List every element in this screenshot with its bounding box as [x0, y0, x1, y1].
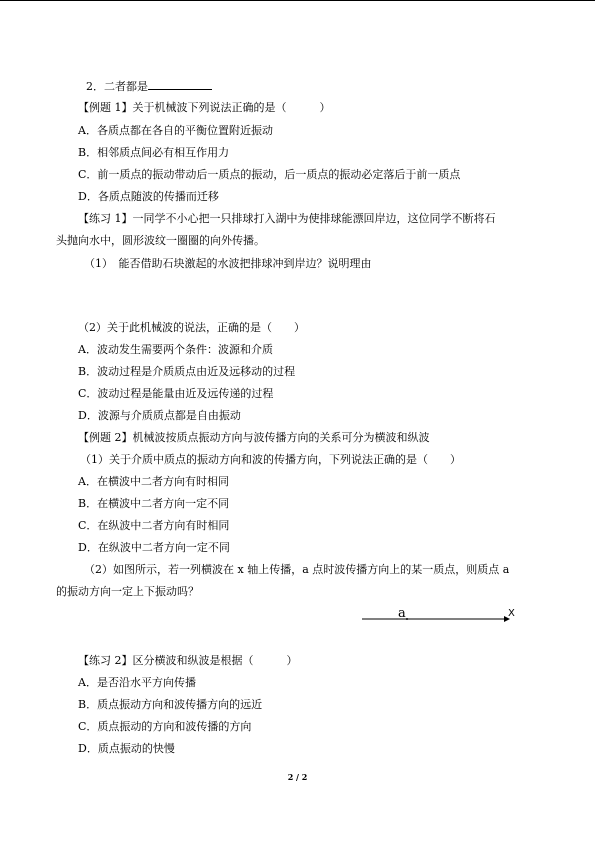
example-2-option-b: B．在横波中二者方向一定不同 — [78, 497, 230, 510]
example-1-option-d: D．各质点随波的传播而迁移 — [78, 190, 219, 203]
practice-1-question-1: （1） 能否借助石块激起的水波把排球冲到岸边？说明理由 — [84, 257, 372, 270]
practice-2-option-c: C．质点振动的方向和波传播的方向 — [78, 720, 252, 733]
practice-1-title: 【练习 1】一同学不小心把一只排球打入湖中为使排球能漂回岸边，这位同学不断将石 — [78, 212, 496, 225]
practice-2-option-d: D．质点振动的快慢 — [78, 742, 175, 755]
point-a-marker — [406, 618, 408, 620]
practice-1-option-c: C．波动过程是能量由近及远传递的过程 — [78, 387, 274, 400]
x-axis-label: X — [508, 608, 515, 619]
example-2-option-a: A．在横波中二者方向有时相同 — [78, 475, 229, 488]
example-2-option-d: D．在纵波中二者方向一定不同 — [78, 541, 230, 554]
practice-2-title: 【练习 2】区分横波和纵波是根据（ ） — [78, 654, 298, 667]
example-2-question-2-continuation: 的振动方向一定上下振动吗？ — [56, 585, 199, 598]
practice-1-continuation: 头抛向水中，圆形波纹一圈圈的向外传播。 — [56, 234, 265, 247]
example-2-question-2: （2）如图所示，若一列横波在 x 轴上传播，a 点时波传播方向上的某一质点，则质点 a — [84, 563, 510, 576]
example-2-option-c: C．在纵波中二者方向有时相同 — [78, 519, 230, 532]
answer-blank — [148, 79, 212, 90]
example-1-option-a: A．各质点都在各自的平衡位置附近振动 — [78, 124, 273, 137]
wave-axis-figure — [358, 604, 518, 628]
practice-1-option-b: B．波动过程是介质质点由近及远移动的过程 — [78, 365, 296, 378]
top-rule — [0, 0, 595, 1]
practice-2-option-a: A．是否沿水平方向传播 — [78, 676, 196, 689]
question-2-line — [86, 79, 212, 94]
point-a-label: a — [398, 606, 406, 621]
example-1-title: 【例题 1】关于机械波下列说法正确的是（ ） — [78, 101, 331, 114]
practice-1-option-d: D．波源与介质质点都是自由振动 — [78, 409, 241, 422]
example-1-option-b: B．相邻质点间必有相互作用力 — [78, 146, 230, 159]
question-2-text: 2．二者都是 — [86, 80, 148, 93]
practice-1-question-2: （2）关于此机械波的说法，正确的是（ ） — [78, 321, 305, 334]
practice-2-option-b: B．质点振动方向和波传播方向的远近 — [78, 698, 263, 711]
page-number: 2 / 2 — [287, 772, 308, 782]
example-2-title: 【例题 2】机械波按质点振动方向与波传播方向的关系可分为横波和纵波 — [78, 431, 430, 444]
practice-1-option-a: A．波动发生需要两个条件：波源和介质 — [78, 343, 273, 356]
example-2-question-1: （1）关于介质中质点的振动方向和波的传播方向，下列说法正确的是（ ） — [80, 453, 461, 466]
example-1-option-c: C．前一质点的振动带动后一质点的振动，后一质点的振动必定落后于前一质点 — [78, 168, 461, 181]
